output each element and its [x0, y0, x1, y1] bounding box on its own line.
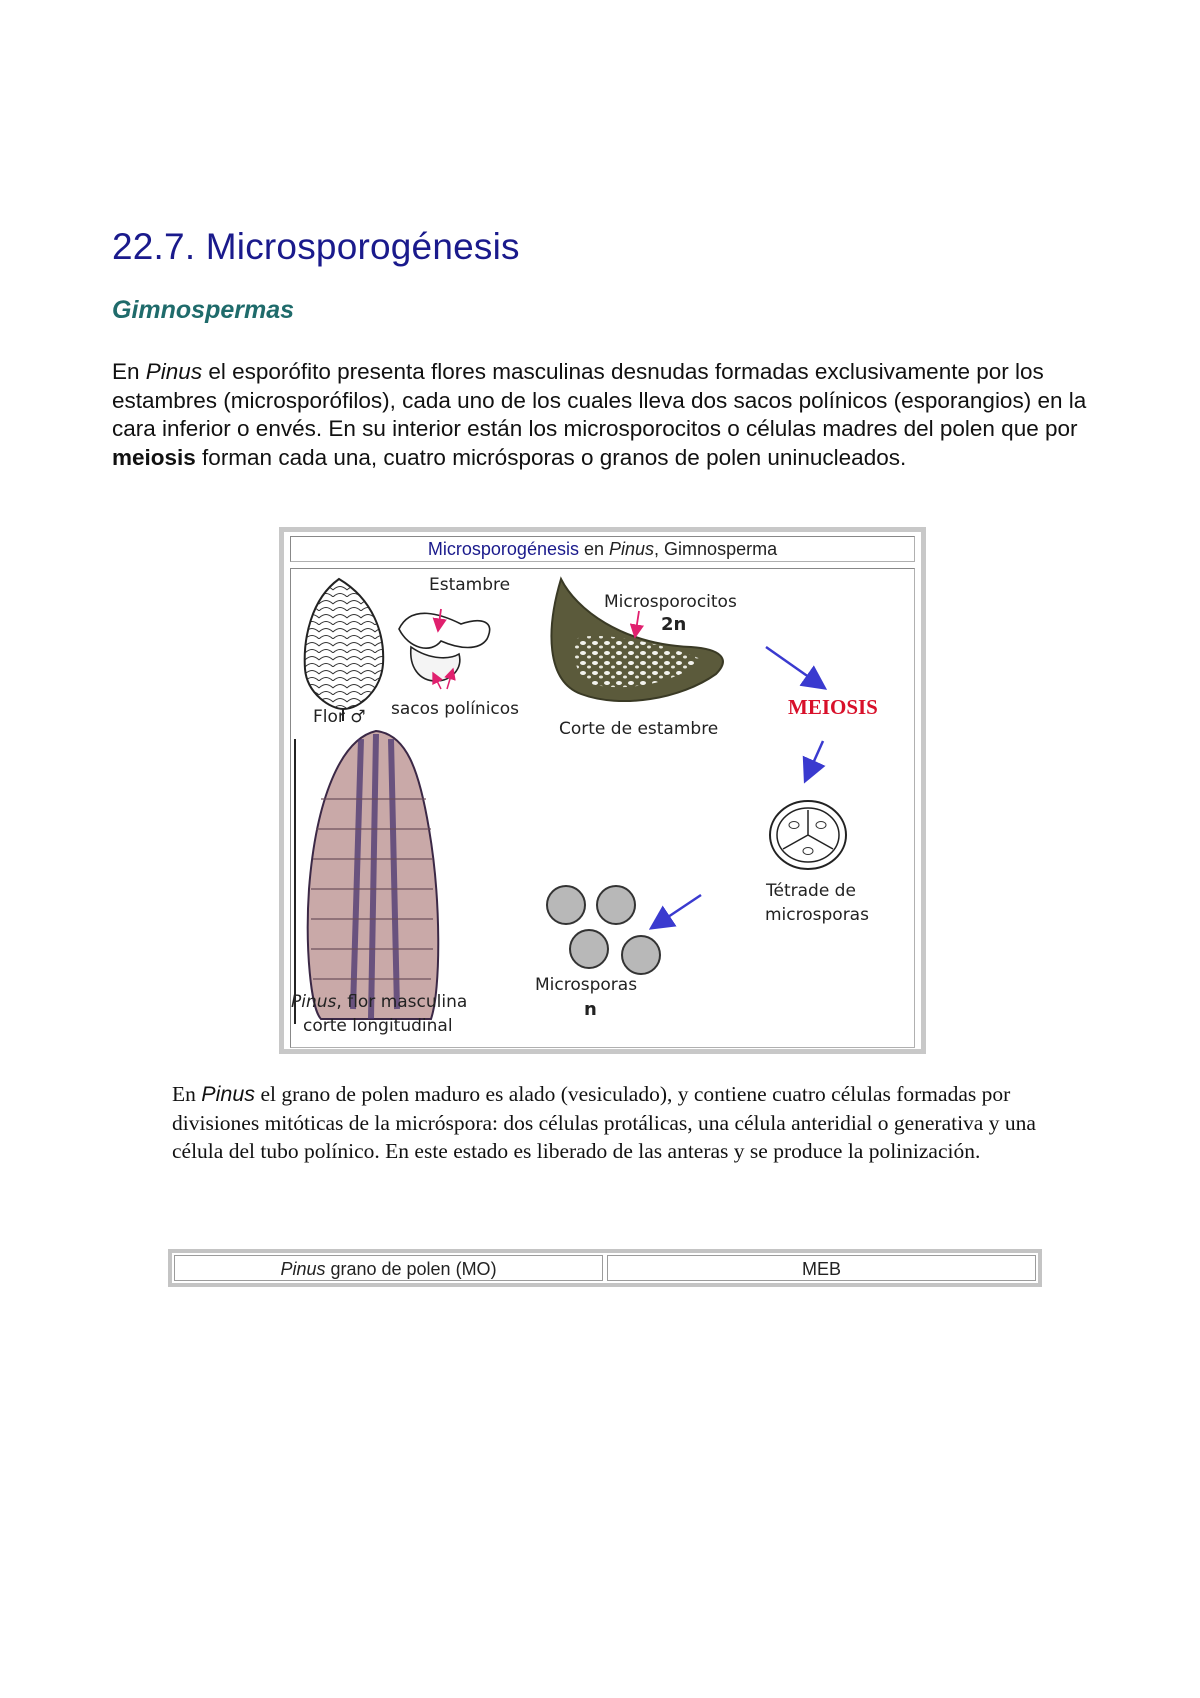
figure-drawing	[291, 569, 912, 1045]
label-estambre: Estambre	[429, 575, 511, 595]
intro-paragraph: En Pinus el esporófito presenta flores masculinas desnudas formadas exclusivamente por los estambres (microsporófilos), cada uno de los cuales lleva dos sacos polínicos (esporangios) en la cara inferior o envés. En su interior están los microsporocitos o células madres del polen que por meiosis forman cada una, cuatro micrósporas o granos de polen uninucleados.	[112, 359, 1087, 470]
page-title: 22.7. Microsporogénesis	[112, 226, 520, 267]
stamen-icon	[399, 609, 490, 689]
figure-illustration	[290, 568, 915, 1048]
section-subtitle: Gimnospermas	[112, 296, 295, 324]
label-corte-estambre: Corte de estambre	[559, 719, 719, 739]
pollen-paragraph: En Pinus el grano de polen maduro es alado (vesiculado), y contiene cuatro células formadas por divisiones mitóticas de la micróspora: dos células protálicas, una célula anteridial o generativa y una célula del tubo polínico. En este estado es liberado de las anteras y se produce la polinización.	[172, 1082, 1036, 1163]
label-n: n	[584, 999, 597, 1020]
longitudinal-section-icon	[295, 731, 438, 1024]
label-sacos-polinicos: sacos polínicos	[391, 699, 520, 719]
label-2n: 2n	[661, 614, 687, 635]
label-pinus-flor: Pinus, flor masculina	[291, 992, 468, 1012]
tetrad-icon	[770, 801, 846, 869]
label-tetrade-2: microsporas	[765, 905, 869, 925]
label-microsporas: Microsporas	[535, 975, 638, 995]
arrow-to-tetrad	[806, 741, 823, 779]
microspores-icon	[547, 886, 660, 974]
microsporogenesis-figure	[279, 527, 926, 1054]
table-cell-meb: MEB	[607, 1255, 1036, 1281]
male-cone-icon	[305, 579, 384, 721]
label-flor: Flor ♂	[313, 707, 366, 727]
table-cell-mo: Pinus grano de polen (MO)	[174, 1255, 603, 1281]
label-meiosis: MEIOSIS	[788, 695, 878, 719]
pollen-table	[168, 1249, 1042, 1287]
label-corte-longitudinal: corte longitudinal	[303, 1016, 453, 1036]
figure-caption: Microsporogénesis en Pinus, Gimnosperma	[290, 536, 915, 562]
arrow-to-meiosis	[766, 647, 823, 687]
arrow-to-microspores	[653, 895, 701, 927]
label-microsporocitos: Microsporocitos	[604, 592, 737, 612]
label-tetrade-1: Tétrade de	[766, 881, 856, 901]
